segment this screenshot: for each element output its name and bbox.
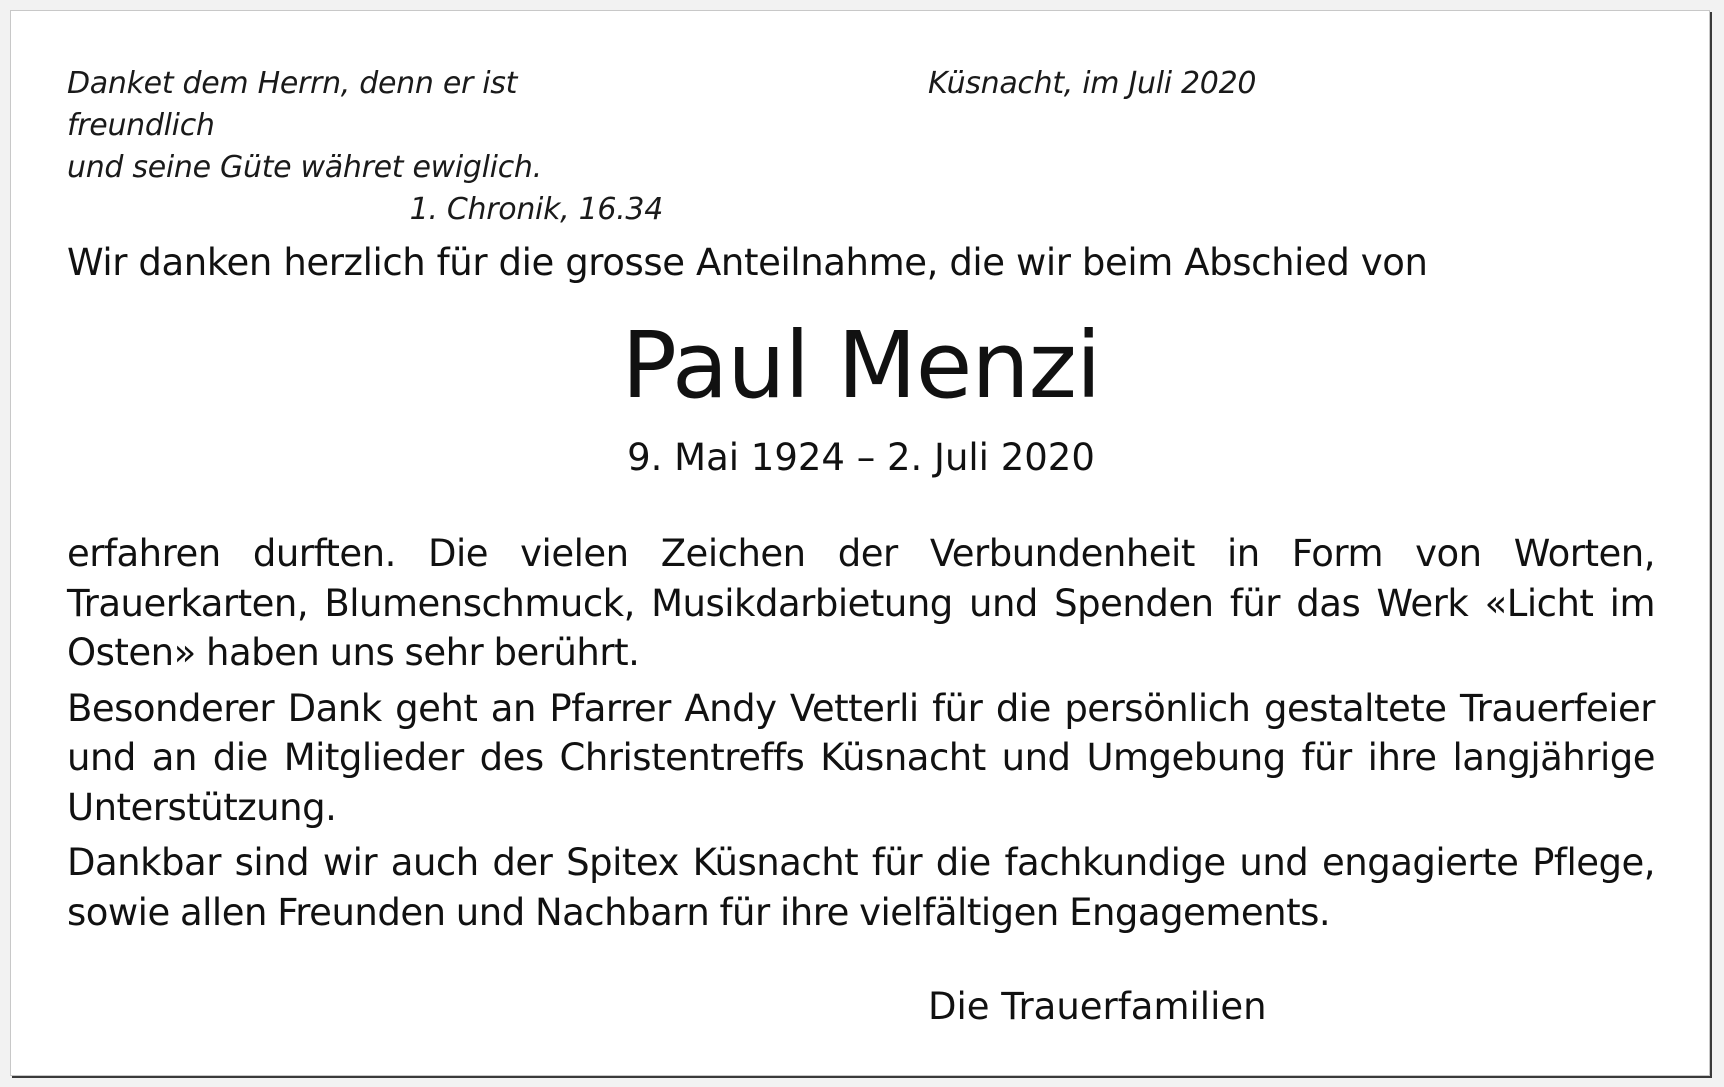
intro-text: Wir danken herzlich für die grosse Anteilnahme, die wir beim Abschied von: [67, 241, 1428, 284]
bible-verse: [67, 63, 667, 231]
verse-line-2: und seine Güte währet ewiglich.: [67, 150, 542, 185]
deceased-name: Paul Menzi: [621, 312, 1101, 419]
verse-reference: 1. Chronik, 16.34: [409, 192, 663, 227]
paragraph-pastor: Besonderer Dank geht an Pfarrer Andy Vetterli für die persönlich gestaltete Trauerfeier und an die Mitglieder des Christentreffs Küsnacht und Umgebung für ihre langjährige Unterstützung.: [67, 686, 1655, 829]
life-dates: 9. Mai 1924 – 2. Juli 2020: [627, 436, 1095, 479]
verse-line-1: Danket dem Herrn, denn er ist freundlich: [67, 66, 518, 143]
paragraph-spitex: Dankbar sind wir auch der Spitex Küsnacht für die fachkundige und engagierte Pflege, sowie allen Freunden und Nachbarn für ihre vielfältigen Engagements.: [67, 841, 1655, 934]
obituary-notice: [10, 10, 1710, 1076]
place-date: Küsnacht, im Juli 2020: [928, 66, 1257, 101]
signature: Die Trauerfamilien: [928, 985, 1267, 1028]
thanks-body: [67, 529, 1655, 943]
paragraph-condolences: erfahren durften. Die vielen Zeichen der Verbundenheit in Form von Worten, Trauerkarten, Blumenschmuck, Musikdarbietung und Spenden für das Werk «Licht im Osten» haben uns sehr berührt.: [67, 532, 1655, 674]
